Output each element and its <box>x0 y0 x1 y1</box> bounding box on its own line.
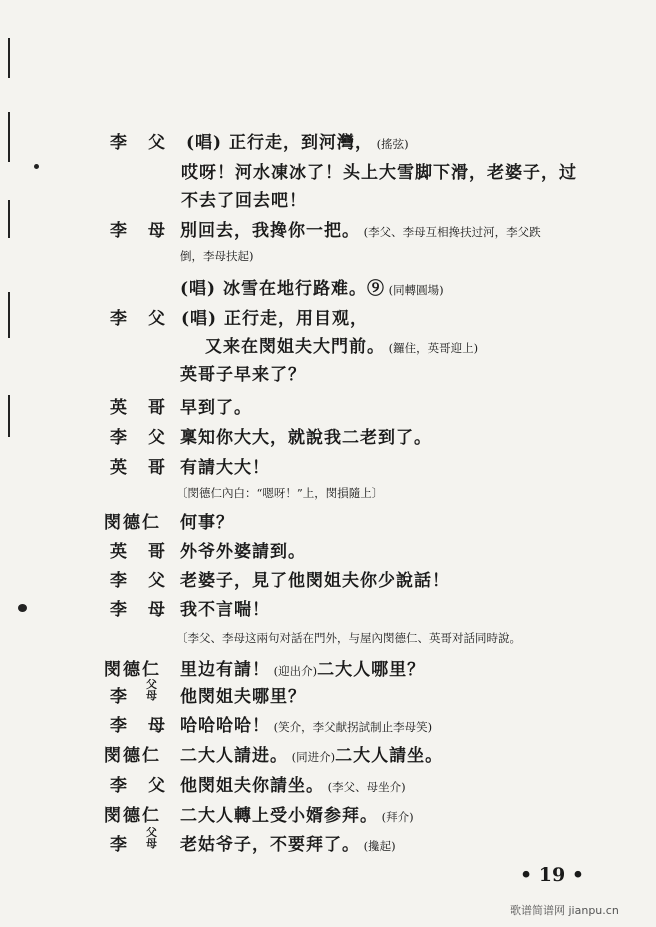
line-text: 二大人哪里？ <box>317 660 426 680</box>
stage-direction: (搖弦) <box>373 137 409 151</box>
line-text: 別回去，我搀你一把。 <box>180 221 360 241</box>
margin-rule-top <box>8 38 10 78</box>
dialogue-text <box>180 771 406 796</box>
stage-direction: (攙起) <box>360 839 396 853</box>
dialogue-text <box>180 423 432 448</box>
stage-direction: (李父、李母互相搀扶过河，李父跌 <box>360 225 541 239</box>
speaker-name: 英 哥 <box>110 398 167 418</box>
stage-direction: (同轉圓場) <box>385 283 444 297</box>
speaker-name: 李 父 <box>110 776 167 796</box>
dialogue-text <box>180 595 270 620</box>
dialogue-text <box>180 711 432 736</box>
line-text: 外爷外婆請到。 <box>180 542 306 562</box>
line-text: 何事？ <box>180 513 234 533</box>
stage-direction: 倒，李母扶起) <box>180 249 254 263</box>
margin-rule-base <box>8 395 10 437</box>
line-text: (唱) 正行走，用目观， <box>181 309 369 329</box>
line-text: 稟知你大大，就說我二老到了。 <box>180 428 432 448</box>
ink-spot <box>34 164 39 169</box>
stage-direction: 〔閔德仁內白：“嗯呀！”上，閔損隨上〕 <box>176 486 384 500</box>
speaker-name: 英 哥 <box>110 542 167 562</box>
line-text: 不去了回去吧！ <box>181 191 307 211</box>
line-text: 哈哈哈哈！ <box>180 716 270 736</box>
dialogue-text <box>180 682 306 707</box>
line-text: 他閔姐夫你請坐。 <box>180 776 324 796</box>
dialogue-text <box>180 274 444 299</box>
speaker-name: 閔德仁 <box>104 660 161 680</box>
dialogue-text <box>180 453 270 478</box>
dialogue-text <box>181 158 577 183</box>
line-text: (唱) 正行走，到河灣， <box>186 133 374 153</box>
line-text: 二大人請进。 <box>180 746 288 766</box>
stage-direction: (迎出介) <box>270 664 318 678</box>
stage-direction: (鑼住，英哥迎上) <box>385 341 479 355</box>
speaker-name: 閔德仁 <box>104 746 161 766</box>
line-text: (唱) 冰雪在地行路难。⑨ <box>180 279 386 299</box>
speaker-name: 李 父 <box>110 133 167 153</box>
line-text: 我不言喘！ <box>180 600 270 620</box>
dialogue-text <box>180 508 234 533</box>
speaker-stack: 父 母 <box>146 678 157 702</box>
line-text: 哎呀！河水凍冰了！头上大雪脚下滑，老婆子，过 <box>181 163 577 183</box>
dialogue-text <box>181 304 368 329</box>
speaker-name: 李 母 <box>110 221 167 241</box>
line-text: 二大人轉上受小婿参拜。 <box>180 806 378 826</box>
speaker-stack: 父 母 <box>146 826 157 850</box>
dialogue-text <box>180 393 252 418</box>
stage-direction: (李父、母坐介) <box>324 780 406 794</box>
stage-direction <box>180 248 254 264</box>
line-text: 老姑爷子，不要拜了。 <box>180 835 360 855</box>
ink-spot <box>18 604 27 612</box>
stage-direction: (同进介) <box>288 750 336 764</box>
speaker-name: 閔德仁 <box>104 513 161 533</box>
line-text: 他閔姐夫哪里？ <box>180 687 306 707</box>
stage-direction: (笑介，李父献拐試制止李母笑) <box>270 720 433 734</box>
line-text: 老婆子，見了他閔姐夫你少說話！ <box>180 571 450 591</box>
dialogue-text <box>180 216 541 241</box>
margin-rule-bottom <box>8 292 10 338</box>
speaker-name: 李 <box>110 835 129 855</box>
dialogue-text <box>180 655 425 680</box>
speaker-name: 李 父 <box>110 428 167 448</box>
stage-direction <box>176 485 383 501</box>
speaker-name: 李 <box>110 687 129 707</box>
margin-rule-middle <box>8 112 10 162</box>
dialogue-text <box>180 801 414 826</box>
dialogue-text <box>205 332 478 357</box>
speaker-name: 閔德仁 <box>104 806 161 826</box>
speaker-name: 李 父 <box>110 571 167 591</box>
line-text: 里边有請！ <box>180 660 270 680</box>
line-text: 二大人請坐。 <box>335 746 444 766</box>
stage-direction <box>176 630 521 646</box>
site-watermark: 歌谱简谱网 jianpu.cn <box>510 904 619 917</box>
dialogue-text <box>181 186 307 211</box>
dialogue-text <box>180 741 443 766</box>
margin-rule-lower <box>8 200 10 238</box>
dialogue-text <box>180 360 306 385</box>
line-text: 早到了。 <box>180 398 252 418</box>
dialogue-text <box>180 537 306 562</box>
speaker-name: 李 母 <box>110 600 167 620</box>
line-text: 英哥子早来了？ <box>180 365 306 385</box>
stage-direction: (拜介) <box>378 810 414 824</box>
speaker-name: 李 母 <box>110 716 167 736</box>
dialogue-text <box>186 128 409 153</box>
speaker-name: 英 哥 <box>110 458 167 478</box>
dialogue-text <box>180 566 450 591</box>
line-text: 又来在閔姐夫大門前。 <box>205 337 385 357</box>
line-text: 有請大大！ <box>180 458 270 478</box>
speaker-name: 李 父 <box>110 309 167 329</box>
dialogue-text <box>180 830 396 855</box>
page-number: • 19 • <box>520 864 584 886</box>
stage-direction: 〔李父、李母这兩句对話在門外，与屋內閔德仁、英哥对話同時說。 <box>176 631 521 645</box>
